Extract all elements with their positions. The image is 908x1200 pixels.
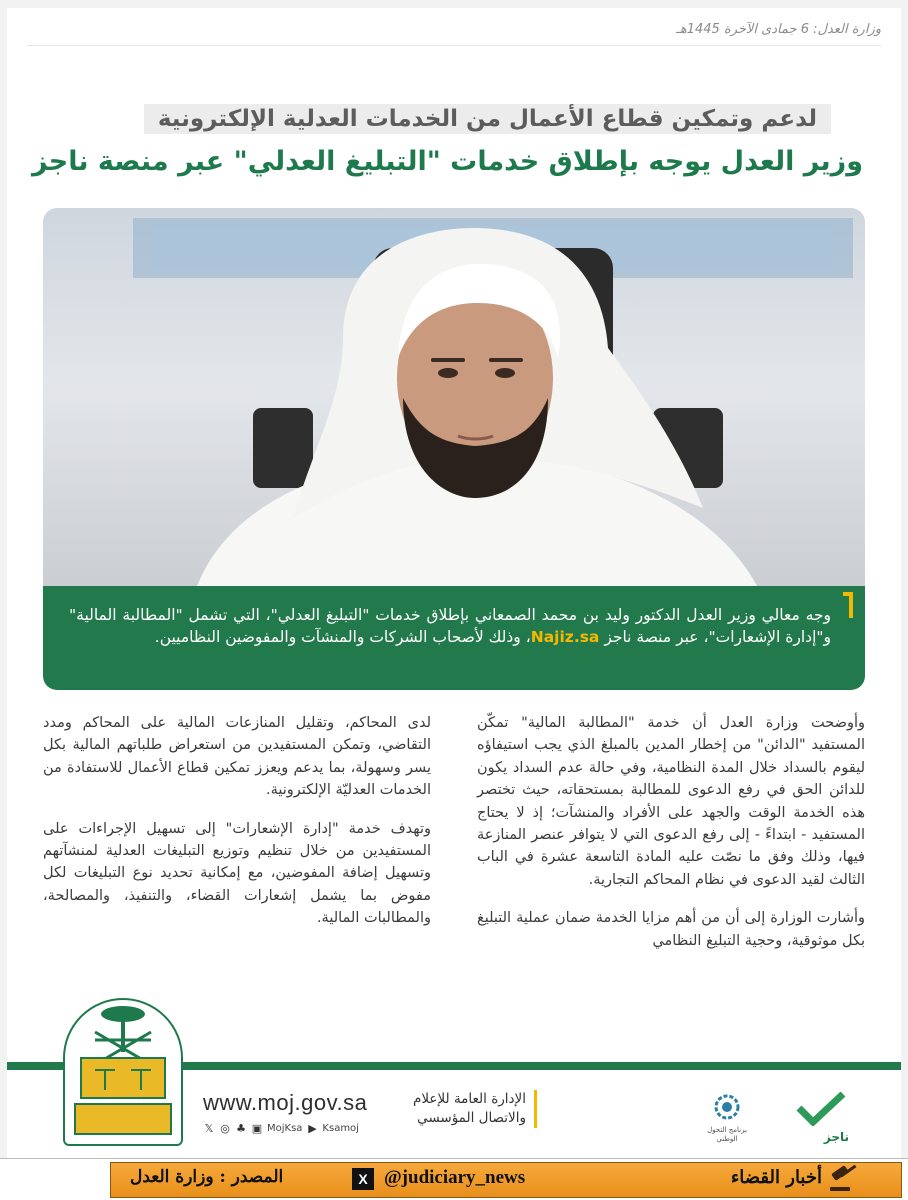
paragraph: وتهدف خدمة "إدارة الإشعارات" إلى تسهيل الإجراءات على المستفيدين من خلال تنظيم وتوزيع التبليغات العدلية لمنشآتهم وتسهيل إضافة المفوضين، مع إمكانية تحديد نوع التبليغات لكل مفوض بما يشمل إشعارات القضاء، والتنفيذ، والمصالحة، والمطالبات المالية.	[43, 820, 431, 927]
gavel-icon	[828, 1163, 862, 1193]
social-handle: Ksamoj	[322, 1122, 359, 1134]
caption-text-part2: ، وذلك لأصحاب الشركات والمنشآت والمفوضين النظاميين.	[154, 628, 531, 646]
caption-text-part1: وجه معالي وزير العدل الدكتور وليد بن محمد الصمعاني بإطلاق خدمات "التبليغ العدلي"، التي تشمل "المطالبة المالية" و"إدارة الإشعارات"، عبر منصة ناجز	[69, 606, 831, 646]
photo-caption	[43, 586, 865, 690]
media-department-label: الإدارة العامة للإعلام والاتصال المؤسسي	[407, 1090, 537, 1128]
dateline: وزارة العدل: 6 جمادى الآخرة 1445هـ	[27, 22, 881, 46]
paragraph: وأشارت الوزارة إلى أن من أهم مزايا الخدمة ضمان عملية التبليغ بكل موثوقية، وحجية التبليغ النظامي	[477, 910, 865, 949]
website-link[interactable]: www.moj.gov.sa	[203, 1090, 368, 1115]
instagram-icon[interactable]: ◎	[220, 1121, 230, 1135]
najiz-check-icon	[769, 1092, 849, 1126]
vision-program-icon	[697, 1092, 757, 1122]
najiz-link[interactable]: Najiz.sa	[530, 628, 600, 646]
social-links	[203, 1122, 359, 1134]
paragraph: لدى المحاكم، وتقليل المنازعات المالية على المحاكم ومدد التقاضي، وتمكن المستفيدين من استعراض طلباتهم المالية بكل يسر وسهولة، بما يدعم ويعزز تمكين قطاع الأعمال للاستفادة من الخدمات العدليّة الإلكترونية.	[43, 715, 431, 799]
vision-program-label: برنامج التحول الوطني	[707, 1126, 747, 1143]
vision-program-logo	[697, 1092, 757, 1142]
snapchat-icon[interactable]: ♣	[236, 1121, 246, 1135]
banner-title: أخبار القضاء	[730, 1167, 822, 1188]
caption-corner-accent	[843, 592, 853, 618]
paragraph: وأوضحت وزارة العدل أن خدمة "المطالبة المالية" تمكّن المستفيد "الدائن" من إخطار المدين بالمبلغ الذي يجب استيفاؤه ليقوم بالسداد خلال المدة النظامية، وفي حالة عدم السداد يكون للدائن الحق في رفع الدعوى للمطالبة بمستحقاته، حيث تختصر هذه الخدمة الوقت والجهد على الأفراد والمنشآت؛ إذ لا يحتاج المستفيد - ابتداءً - إلى رفع الدعوى التي لا يتوافر عنصر المنازعة فيها، وذلك وفق ما نصّت عليه المادة التاسعة عشرة في الباب الثالث لقيد الدعوى في نظام المحاكم التجارية.	[477, 715, 865, 888]
youtube-icon[interactable]: ▶	[308, 1121, 317, 1135]
moj-emblem-icon	[65, 1000, 181, 1144]
x-icon[interactable]: X	[352, 1168, 374, 1190]
najiz-logo	[769, 1092, 849, 1142]
social-handle: MojKsa	[267, 1122, 303, 1134]
najiz-label: ناجز	[823, 1130, 849, 1144]
twitter-handle[interactable]: @judiciary_news	[384, 1167, 526, 1188]
moj-logo	[63, 998, 183, 1146]
source-label: المصدر : وزارة العدل	[130, 1167, 284, 1187]
bottom-banner	[0, 1158, 908, 1200]
minister-photo	[43, 208, 865, 598]
article-column-left	[43, 712, 431, 946]
newsletter-page	[7, 8, 901, 1158]
article-headline: وزير العدل يوجه بإطلاق خدمات "التبليغ العدلي" عبر منصة ناجز	[31, 146, 863, 177]
minister-photo-illustration	[43, 208, 865, 598]
article-column-right	[477, 712, 865, 968]
x-icon[interactable]: 𝕏	[204, 1121, 214, 1135]
linkedin-icon[interactable]: ▣	[251, 1121, 263, 1135]
article-subheadline: لدعم وتمكين قطاع الأعمال من الخدمات العدلية الإلكترونية	[144, 104, 831, 134]
